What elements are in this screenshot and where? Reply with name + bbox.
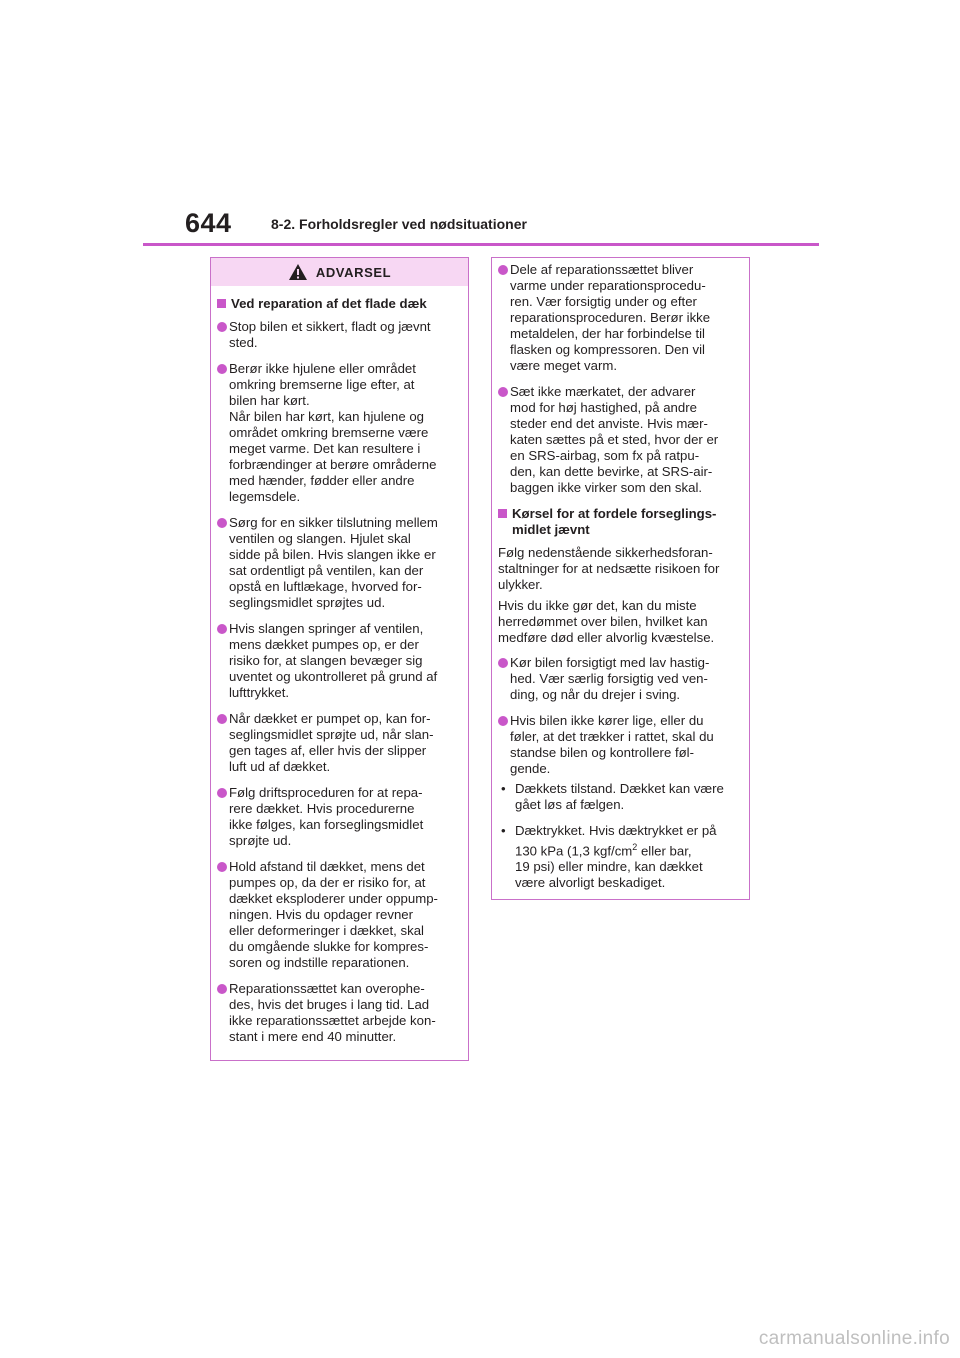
list-item	[217, 785, 462, 849]
sub-list-item-text-a: Dæktrykket. Hvis dæktrykket er på 130 kPa (1,3 kgf/cm	[515, 823, 717, 859]
list-item-text: Følg driftsproceduren for at repa- rere dækket. Hvis procedurerne ikke følges, kan forseglingsmidlet sprøjte ud.	[229, 785, 424, 848]
list-item	[217, 621, 462, 701]
circle-bullet-icon	[498, 658, 508, 668]
right-heading	[498, 506, 743, 538]
circle-bullet-icon	[217, 714, 227, 724]
watermark-logo: carmanualsonline.info	[758, 1328, 950, 1349]
list-item	[217, 319, 462, 351]
circle-bullet-icon	[217, 364, 227, 374]
continued-content	[492, 258, 749, 907]
warning-box-continued	[491, 257, 750, 900]
list-item-text: Dele af reparationssættet bliver varme under reparationsprocedu- ren. Vær forsigtig under og efter reparationsproceduren. Berør ikke metaldelen, der har forbindelse til flasken og kompressoren. Den vil være meget varm.	[510, 262, 711, 373]
square-bullet-icon	[217, 299, 226, 308]
circle-bullet-icon	[498, 387, 508, 397]
right-heading-text: Kørsel for at fordele forseglings- midlet jævnt	[512, 506, 717, 537]
list-item	[217, 981, 462, 1045]
list-item	[217, 361, 462, 505]
warning-box	[210, 257, 469, 1061]
circle-bullet-icon	[217, 322, 227, 332]
paragraph: Følg nedenstående sikkerhedsforan- staltninger for at nedsætte risikoen for ulykker.	[498, 545, 720, 592]
list-item-text: Hvis slangen springer af ventilen, mens dækket pumpes op, er der risiko for, at slangen bevæger sig uventet og ukontrolleret på grund af lufttrykket.	[229, 621, 438, 700]
list-item-text: Sæt ikke mærkatet, der advarer mod for høj hastighed, på andre steder end det anviste. Hvis mær- katen sættes på et sted, hvor der er en SRS-airbag, som fx på ratpu- den, kan dette bevirke, at SRS-air- baggen ikke virker som den skal.	[510, 384, 719, 495]
circle-bullet-icon	[217, 984, 227, 994]
left-heading	[217, 296, 462, 312]
sub-list-item-text	[515, 823, 717, 891]
circle-bullet-icon	[217, 518, 227, 528]
circle-bullet-icon	[498, 265, 508, 275]
list-item-text: Hvis bilen ikke kører lige, eller du føler, at det trækker i rattet, skal du standse bilen og kontrollere føl- gende.	[510, 713, 714, 776]
circle-bullet-icon	[217, 624, 227, 634]
list-item	[217, 859, 462, 971]
sub-list-item-text: Dækkets tilstand. Dækket kan være gået løs af fælgen.	[515, 781, 724, 812]
dot-bullet-icon: •	[501, 781, 506, 796]
sub-list-item	[498, 823, 743, 891]
warning-triangle-icon	[288, 263, 308, 281]
list-item	[498, 713, 743, 777]
circle-bullet-icon	[217, 788, 227, 798]
section-title: 8-2. Forholdsregler ved nødsituationer	[271, 216, 527, 232]
list-item-text: Hold afstand til dækket, mens det pumpes op, da der er risiko for, at dækket eksploderer under oppump- ningen. Hvis du opdager revner eller deformeringer i dækket, skal du omgående slukke for kompres- soren og indstille reparationen.	[229, 859, 438, 970]
header-rule	[143, 243, 819, 246]
list-item	[217, 711, 462, 775]
list-item	[498, 384, 743, 496]
paragraph: Hvis du ikke gør det, kan du miste herredømmet over bilen, hvilket kan medføre død eller alvorlig kvæstelse.	[498, 598, 715, 645]
page-number: 644	[185, 208, 232, 238]
list-item	[498, 655, 743, 703]
circle-bullet-icon	[217, 862, 227, 872]
dot-bullet-icon: •	[501, 823, 506, 838]
list-item-text: Reparationssættet kan overophe- des, hvis det bruges i lang tid. Lad ikke reparationssættet arbejde kon- stant i mere end 40 minutter.	[229, 981, 436, 1044]
warning-header	[211, 258, 468, 286]
list-item	[498, 262, 743, 374]
list-item-text: Kør bilen forsigtigt med lav hastig- hed. Vær særlig forsigtig ved ven- ding, og når du drejer i sving.	[510, 655, 710, 702]
superscript: 2	[632, 842, 638, 852]
left-heading-text: Ved reparation af det flade dæk	[231, 296, 427, 311]
list-item-text: Når dækket er pumpet op, kan for- seglingsmidlet sprøjte ud, når slan- gen tages af, eller hvis der slipper luft ud af dækket.	[229, 711, 434, 774]
sub-list-item-text-b: eller bar, 19 psi) eller mindre, kan dækket være alvorligt beskadiget.	[515, 843, 703, 891]
list-item-text: Stop bilen et sikkert, fladt og jævnt sted.	[229, 319, 431, 350]
sub-list-item	[498, 781, 743, 813]
warning-content	[211, 286, 468, 1061]
list-item	[217, 515, 462, 611]
list-item-text: Sørg for en sikker tilslutning mellem ventilen og slangen. Hjulet skal sidde på bilen. Hvis slangen ikke er sat ordentligt på ventilen, kan der opstå en luftlækage, hvorved for- seglingsmidlet sprøjtes ud.	[229, 515, 438, 610]
square-bullet-icon	[498, 509, 507, 518]
warning-label: ADVARSEL	[315, 264, 392, 280]
list-item-text: Berør ikke hjulene eller området omkring bremserne lige efter, at bilen har kørt. Når bilen har kørt, kan hjulene og området omkring bremserne være meget varme. Det kan resultere i forbrændinger at berøre områderne med hænder, fødder eller andre legemsdele.	[229, 361, 437, 504]
circle-bullet-icon	[498, 716, 508, 726]
